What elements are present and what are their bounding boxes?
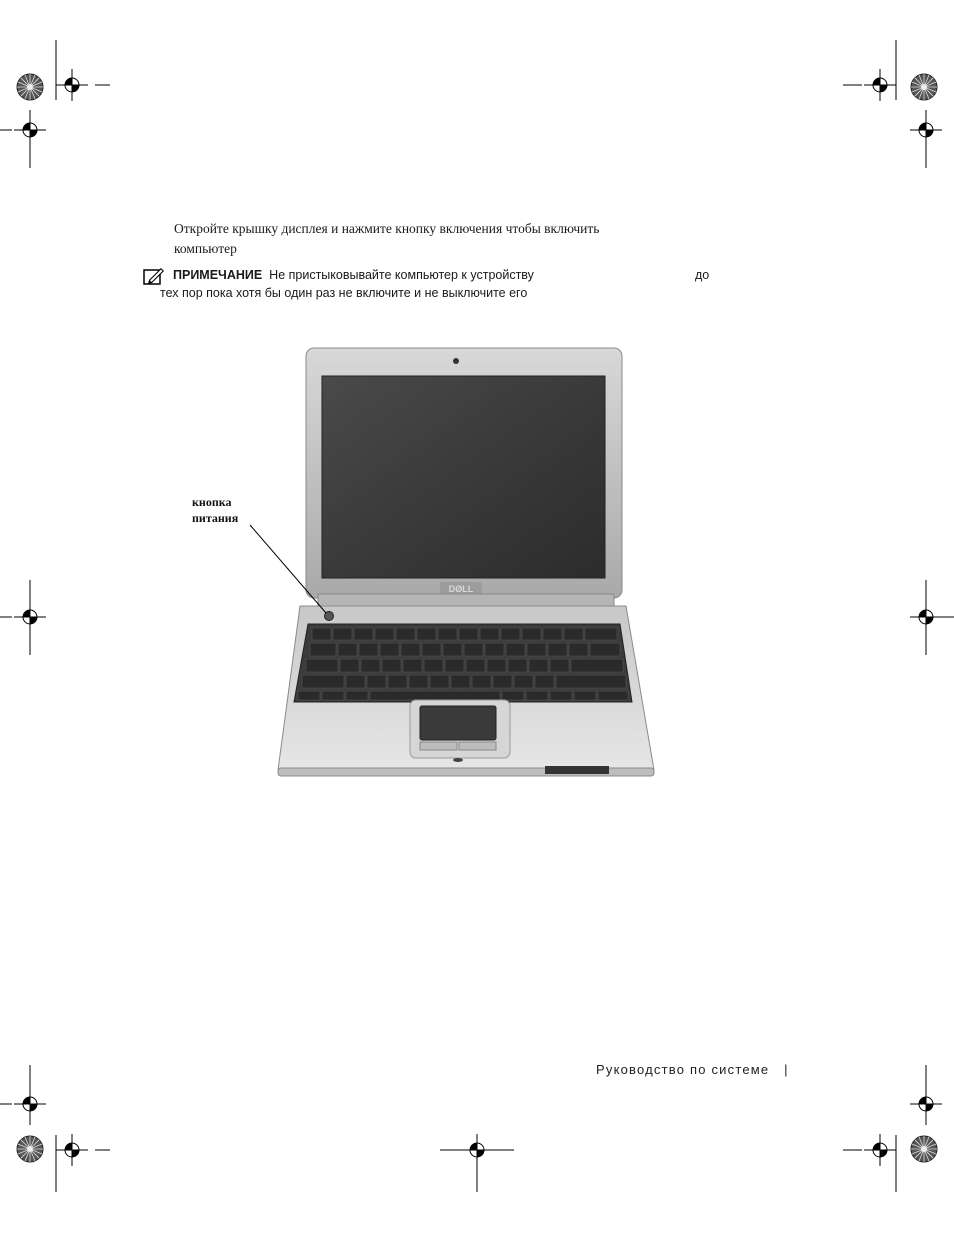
callout-line-1: кнопка xyxy=(192,495,232,509)
instruction-paragraph xyxy=(174,219,734,259)
callout-leader-line xyxy=(240,520,340,620)
instruction-line-1: Откройте крышку дисплея и нажмите кнопку включения чтобы включить xyxy=(174,221,600,236)
instruction-line-2: компьютер xyxy=(174,241,237,256)
note-line-2: тех пор пока хотя бы один раз не включите и не выключите его xyxy=(160,286,528,300)
note-line-1-text: Не пристыковывайте компьютер к устройству xyxy=(269,268,534,282)
power-button-callout xyxy=(192,494,238,526)
footer-title: Руководство по системе xyxy=(596,1062,770,1077)
dell-logo: DØLL xyxy=(448,584,474,594)
page-footer xyxy=(596,1062,789,1077)
callout-line-2: питания xyxy=(192,511,239,525)
note-line-1-tail: до xyxy=(695,268,710,282)
footer-separator: | xyxy=(784,1062,789,1077)
note-block xyxy=(143,266,733,306)
note-label: ПРИМЕЧАНИЕ xyxy=(173,268,263,282)
pencil-note-icon xyxy=(143,266,165,286)
